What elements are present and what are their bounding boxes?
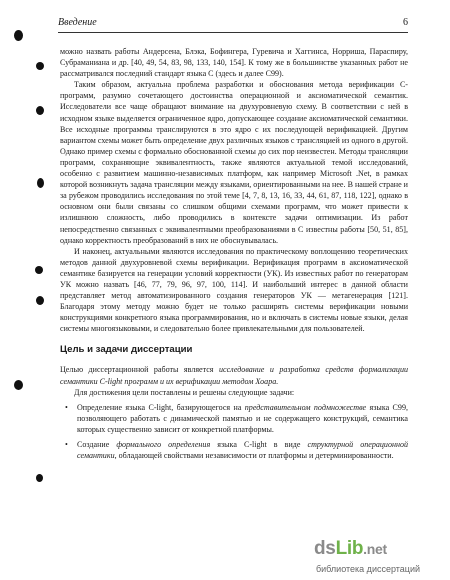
bullet-icon: • — [65, 440, 68, 449]
ink-mark — [37, 178, 44, 188]
dslib-watermark — [308, 535, 450, 580]
ink-mark — [36, 296, 44, 305]
header-title: Введение — [58, 17, 97, 28]
paragraph-1: можно назвать работы Андерсена, Блэка, Бофингера, Гуревича и Хаггинса, Норриша, Параспиру, Субраманиана и др. [40, 49, 54, 83, 98, 133, 140, 154]. К тому же в большинстве указанных работ не рассматривался последний стандарт языка C (здесь и далее C99). — [60, 47, 408, 79]
ink-mark — [35, 266, 43, 274]
dslib-subtitle: библиотека диссертаций — [316, 564, 421, 574]
task-item-1: • Определение языка C-light, базирующегося на представительном подмножестве языка C99, позволяющего работать с динамической памятью и не содержащего конструкций, семантика которых существенно зависит от конкретной платформы. — [65, 402, 408, 434]
page-number: 6 — [403, 17, 408, 28]
ink-mark — [14, 380, 23, 390]
page-body — [60, 46, 408, 465]
running-header — [58, 16, 408, 33]
ink-mark — [36, 474, 43, 482]
task-list — [60, 402, 408, 461]
goal-prefix: Целью диссертационной работы является — [60, 365, 219, 375]
paragraph-2: Таким образом, актуальна проблема разработки и обоснования метода верификации C-программ, разумно сочетающего достоинства операционной и аксиоматической семантик. Исследователи все чаще обращают внимание на двухуровневую схему. В соответствии с ней в исходном языке выделяется ограниченное ядро, допускающее создание аксиоматической семантики. Все исходные программы транслируются в это ядро с их последующей верификацией. Другим вариантом схемы может быть определение двух различных языков с трансляцией из одного в другой. Однако пример схемы с формально обоснованной схемы до сих пор неизвестен. Методы трансляции программ, сохраняющие эквивалентность, также являются актуальной темой исследований, особенно с развитием машинно-независимых платформ, как например Microsoft .Net, в рамках которой возникнуть задача трансляции между языками, ориентированными на нее. В нашей стране и за рубежом проводились исследования по этой теме [4, 7, 8, 13, 16, 33, 44, 61, 87, 118, 122], однако в основном они были связаны со слишком общими схемами программ, что может привести к излишнюю сложность, либо проводились в контексте задачи оптимизации. Из работ непосредственно связанных с эквивалентными преобразованиями в C известны работы [50, 51, 85], однако корректность преобразований в них не обоснувывалась. — [60, 80, 408, 245]
dslib-logo: dsLib.net — [314, 538, 387, 559]
ink-mark — [36, 106, 44, 115]
ink-mark — [36, 62, 44, 70]
goal-emphasis: исследование и разработка средств формализации семантики C-light программ и их верификации методом Хоара. — [60, 365, 408, 386]
paragraph-3: И наконец, актуальными являются исследования по практическому воплощению теоретических методов данной двухуровневой схемы верификации. Верификация программ в аксиоматической семантике базируется на генерации условий корректности (УК). Из известных работ по генераторам УК можно назвать [46, 77, 79, 96, 97, 100, 114]. И наибольший интерес в данной области представляет метод автоматизированного создания генераторов УК — метагенерация [121]. Благодаря этому методу можно будет не только расширять системы верификации новыми конструкциями конкретного языка программирования, но и включать в системы новые языки, делая системы многоязыковыми, и следовательно более привлекательными для пользователей. — [60, 246, 408, 334]
ink-mark — [14, 30, 23, 41]
section-heading: Цель и задачи диссертации — [60, 344, 193, 356]
bullet-icon: • — [65, 402, 68, 412]
goal-paragraph — [60, 364, 408, 386]
task-item-2: • Создание формального определения языка C-light в виде структурной операционной семантики, обладающей свойствами независимости от платформы и детерминированности. — [65, 440, 408, 461]
tasks-intro: Для достижения цели поставлены и решены следующие задачи: — [74, 387, 295, 397]
